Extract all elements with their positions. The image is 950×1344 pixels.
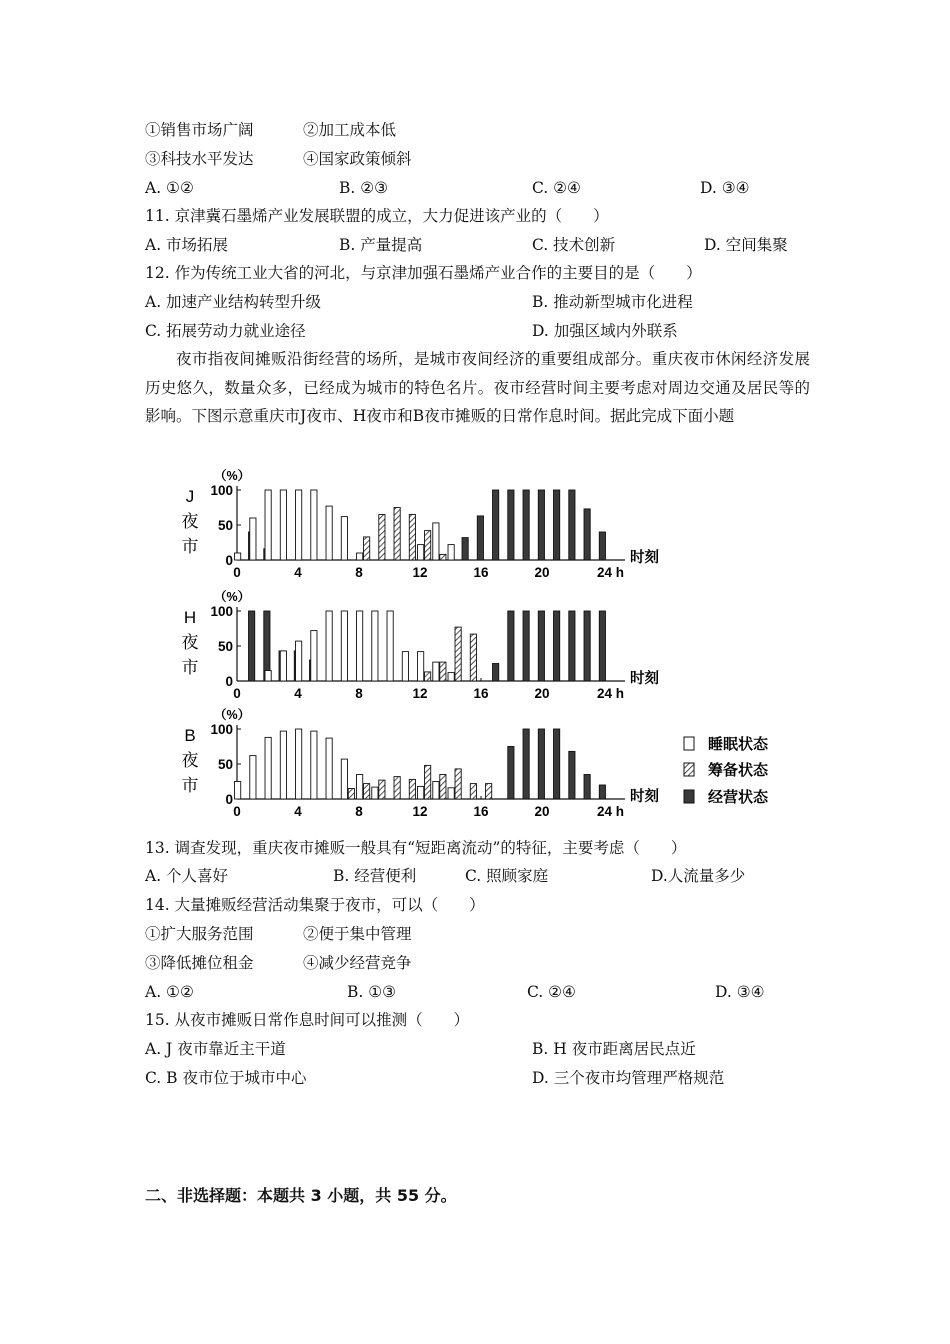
panel-label-char: 市: [181, 776, 199, 795]
bar-prep: [409, 515, 415, 561]
legend-label: 筹备状态: [708, 762, 769, 779]
x-tick-label: 20: [534, 804, 550, 819]
panel-label-char: 夜: [181, 751, 199, 770]
q14-item-4: ④减少经营竞争: [303, 954, 412, 972]
bar-prep: [379, 515, 385, 561]
q13-option-c[interactable]: C. 照顾家庭: [465, 867, 549, 885]
bar-sleep: [372, 787, 378, 799]
bar-sleep: [448, 673, 454, 681]
bar-oper: [569, 751, 575, 799]
q10-item-4: ④国家政策倾斜: [303, 150, 412, 168]
bar-oper: [599, 532, 605, 560]
legend-swatch-sleep: [684, 737, 694, 750]
bar-oper: [584, 509, 590, 560]
q12-option-d[interactable]: D. 加强区域内外联系: [532, 322, 678, 340]
x-tick-label: 0: [233, 686, 241, 701]
y-tick-label: 0: [225, 792, 233, 807]
bar-prep: [425, 531, 431, 560]
bar-sleep: [433, 523, 439, 560]
bar-sleep: [357, 611, 363, 681]
y-tick-label: 0: [225, 674, 233, 689]
bar-sleep: [280, 731, 286, 799]
y-tick-label: 0: [225, 553, 233, 568]
q11-option-d[interactable]: D. 空间集聚: [704, 236, 788, 254]
bar-sleep: [402, 652, 408, 681]
y-axis-unit: （%）: [214, 590, 251, 604]
q14-item-2: ②便于集中管理: [303, 925, 412, 943]
x-tick-label: 12: [412, 804, 428, 819]
y-tick-label: 50: [217, 757, 233, 772]
bar-sleep: [372, 611, 378, 681]
panel-label-char: 市: [181, 537, 199, 556]
q14-item-3: ③降低摊位租金: [145, 954, 254, 972]
x-tick-label: 24 h: [597, 804, 625, 819]
q13-option-b[interactable]: B. 经营便利: [333, 867, 417, 885]
q15-option-d[interactable]: D. 三个夜市均管理严格规范: [532, 1069, 725, 1087]
q10-option-a[interactable]: A. ①②: [145, 179, 194, 197]
q11-option-a[interactable]: A. 市场拓展: [145, 236, 229, 254]
bar-prep: [364, 784, 370, 799]
q14-stem: 14. 大量摊贩经营活动集聚于夜市，可以（ ）: [145, 896, 485, 914]
bar-prep: [348, 789, 354, 800]
bar-oper: [462, 538, 468, 560]
panel-label-char: H: [183, 608, 197, 627]
q14-option-d[interactable]: D. ③④: [715, 983, 765, 1001]
legend-label: 睡眠状态: [708, 736, 769, 753]
bar-oper: [538, 729, 544, 799]
q12-option-c[interactable]: C. 拓展劳动力就业途径: [145, 322, 306, 340]
bar-sleep: [357, 775, 363, 800]
bar-oper: [584, 775, 590, 800]
bar-sleep: [296, 490, 302, 560]
x-tick-label: 0: [233, 804, 241, 819]
bar-sleep: [448, 788, 454, 799]
bar-oper: [477, 516, 483, 560]
y-axis-unit: （%）: [214, 708, 251, 722]
bar-prep: [440, 775, 446, 800]
panel-label-char: 市: [181, 658, 199, 677]
x-axis-label: 时刻: [630, 550, 659, 566]
bar-sleep: [326, 611, 332, 681]
bar-sleep: [433, 782, 439, 800]
x-tick-label: 8: [355, 565, 363, 580]
legend-label: 经营状态: [708, 789, 769, 806]
bar-sleep: [341, 759, 347, 799]
bar-prep: [425, 765, 431, 799]
bar-oper: [538, 611, 544, 681]
bar-oper: [554, 729, 560, 799]
x-tick-label: 12: [412, 686, 428, 701]
bar-sleep: [280, 651, 286, 681]
x-tick-label: 24 h: [597, 565, 625, 580]
q10-option-d[interactable]: D. ③④: [700, 179, 750, 197]
bar-prep: [470, 634, 476, 681]
x-tick-label: 16: [473, 565, 489, 580]
q10-item-3: ③科技水平发达: [145, 150, 254, 168]
bar-sleep: [311, 490, 317, 560]
section-2-heading: 二、非选择题：本题共 3 小题，共 55 分。: [145, 1186, 457, 1205]
x-tick-label: 8: [355, 686, 363, 701]
bar-oper: [508, 611, 514, 681]
bar-prep: [470, 784, 476, 799]
bar-sleep: [357, 553, 363, 560]
x-axis-label: 时刻: [630, 789, 659, 805]
y-tick-label: 50: [217, 518, 233, 533]
bar-sleep: [326, 738, 332, 799]
bar-oper: [508, 747, 514, 800]
bar-sleep: [235, 553, 241, 560]
q11-option-b[interactable]: B. 产量提高: [339, 236, 423, 254]
bar-prep: [455, 769, 461, 799]
bar-prep: [409, 779, 415, 799]
bar-sleep: [387, 611, 393, 681]
x-tick-label: 16: [473, 804, 489, 819]
bar-oper: [493, 490, 499, 560]
q13-option-d[interactable]: D.人流量多少: [651, 867, 746, 885]
bar-oper: [599, 785, 605, 799]
bar-oper: [523, 729, 529, 799]
q14-item-1: ①扩大服务范围: [145, 925, 254, 943]
bar-oper: [554, 490, 560, 560]
bar-sleep: [235, 782, 241, 800]
q12-stem: 12. 作为传统工业大省的河北，与京津加强石墨烯产业合作的主要目的是（ ）: [145, 264, 702, 282]
bar-sleep: [418, 786, 424, 799]
panel-label-char: 夜: [181, 633, 199, 652]
q15-option-a[interactable]: A. J 夜市靠近主干道: [145, 1040, 286, 1058]
bar-oper: [508, 490, 514, 560]
bar-prep: [486, 784, 492, 799]
bar-sleep: [250, 756, 256, 799]
bar-oper: [523, 611, 529, 681]
q14-option-b[interactable]: B. ①③: [347, 983, 397, 1001]
bar-prep: [394, 777, 400, 799]
q11-option-c[interactable]: C. 技术创新: [532, 236, 616, 254]
bar-oper: [584, 611, 590, 681]
bar-prep: [440, 662, 446, 681]
bar-sleep: [296, 729, 302, 799]
x-tick-label: 4: [294, 686, 302, 701]
q10-option-b[interactable]: B. ②③: [339, 179, 389, 197]
bar-sleep: [341, 611, 347, 681]
legend-swatch-oper: [684, 790, 694, 803]
bar-oper: [599, 611, 605, 681]
bar-oper: [493, 664, 499, 682]
x-tick-label: 12: [412, 565, 428, 580]
bar-prep: [440, 554, 446, 560]
bar-oper: [569, 611, 575, 681]
bar-prep: [394, 508, 400, 561]
q12-option-a[interactable]: A. 加速产业结构转型升级: [145, 293, 322, 311]
bar-sleep: [326, 506, 332, 560]
bar-sleep: [265, 490, 271, 560]
bar-sleep: [265, 671, 271, 682]
bar-prep: [425, 672, 431, 681]
q10-item-2: ②加工成本低: [303, 121, 397, 139]
bar-oper: [249, 611, 255, 681]
y-tick-label: 100: [210, 604, 233, 619]
x-tick-label: 4: [294, 804, 302, 819]
x-tick-label: 16: [473, 686, 489, 701]
q15-stem: 15. 从夜市摊贩日常作息时间可以推测（ ）: [145, 1011, 470, 1029]
y-tick-label: 100: [210, 483, 233, 498]
bar-sleep: [265, 737, 271, 799]
bar-sleep: [341, 517, 347, 560]
x-tick-label: 20: [534, 686, 550, 701]
q10-option-c[interactable]: C. ②④: [532, 179, 581, 197]
x-tick-label: 8: [355, 804, 363, 819]
bar-sleep: [448, 545, 454, 560]
bar-sleep: [311, 731, 317, 799]
x-tick-label: 0: [233, 565, 241, 580]
y-tick-label: 50: [217, 639, 233, 654]
bar-prep: [379, 780, 385, 799]
q15-option-b[interactable]: B. H 夜市距离居民点近: [532, 1040, 696, 1058]
q11-stem: 11. 京津冀石墨烯产业发展联盟的成立，大力促进该产业的（ ）: [145, 207, 609, 225]
night-market-schedule-chart: [0, 462, 950, 830]
x-axis-label: 时刻: [630, 671, 659, 687]
bar-sleep: [311, 631, 317, 681]
q15-option-c[interactable]: C. B 夜市位于城市中心: [145, 1069, 307, 1087]
bar-oper: [523, 490, 529, 560]
q12-option-b[interactable]: B. 推动新型城市化进程: [532, 293, 693, 311]
bar-prep: [455, 627, 461, 681]
y-tick-label: 100: [210, 722, 233, 737]
x-tick-label: 4: [294, 565, 302, 580]
panel-label-char: J: [185, 487, 195, 506]
passage: 夜市指夜间摊贩沿街经营的场所，是城市夜间经济的重要组成部分。重庆夜市休闲经济发展历史悠久，数量众多，已经成为城市的特色名片。夜市经营时间主要考虑对周边交通及居民等的影响。下图示意重庆市J夜市、H夜市和B夜市摊贩的日常作息时间。据此完成下面小题: [145, 350, 810, 425]
q13-option-a[interactable]: A. 个人喜好: [145, 867, 229, 885]
bar-prep: [364, 537, 370, 560]
bar-oper: [554, 611, 560, 681]
q14-option-c[interactable]: C. ②④: [527, 983, 576, 1001]
q13-stem: 13. 调查发现，重庆夜市摊贩一般具有“短距离流动”的特征，主要考虑（ ）: [145, 839, 687, 857]
bar-sleep: [433, 662, 439, 681]
bar-sleep: [280, 490, 286, 560]
bar-sleep: [418, 652, 424, 681]
panel-label-char: 夜: [181, 512, 199, 531]
panel-label-char: B: [184, 726, 196, 745]
y-axis-unit: （%）: [214, 469, 251, 483]
bar-sleep: [250, 518, 256, 560]
x-tick-label: 24 h: [597, 686, 625, 701]
q10-item-1: ①销售市场广阔: [145, 121, 254, 139]
bar-sleep: [418, 545, 424, 560]
bar-sleep: [296, 641, 302, 681]
legend-swatch-prep: [684, 763, 694, 776]
bar-oper: [538, 490, 544, 560]
x-tick-label: 20: [534, 565, 550, 580]
bar-oper: [569, 490, 575, 560]
q14-option-a[interactable]: A. ①②: [145, 983, 194, 1001]
